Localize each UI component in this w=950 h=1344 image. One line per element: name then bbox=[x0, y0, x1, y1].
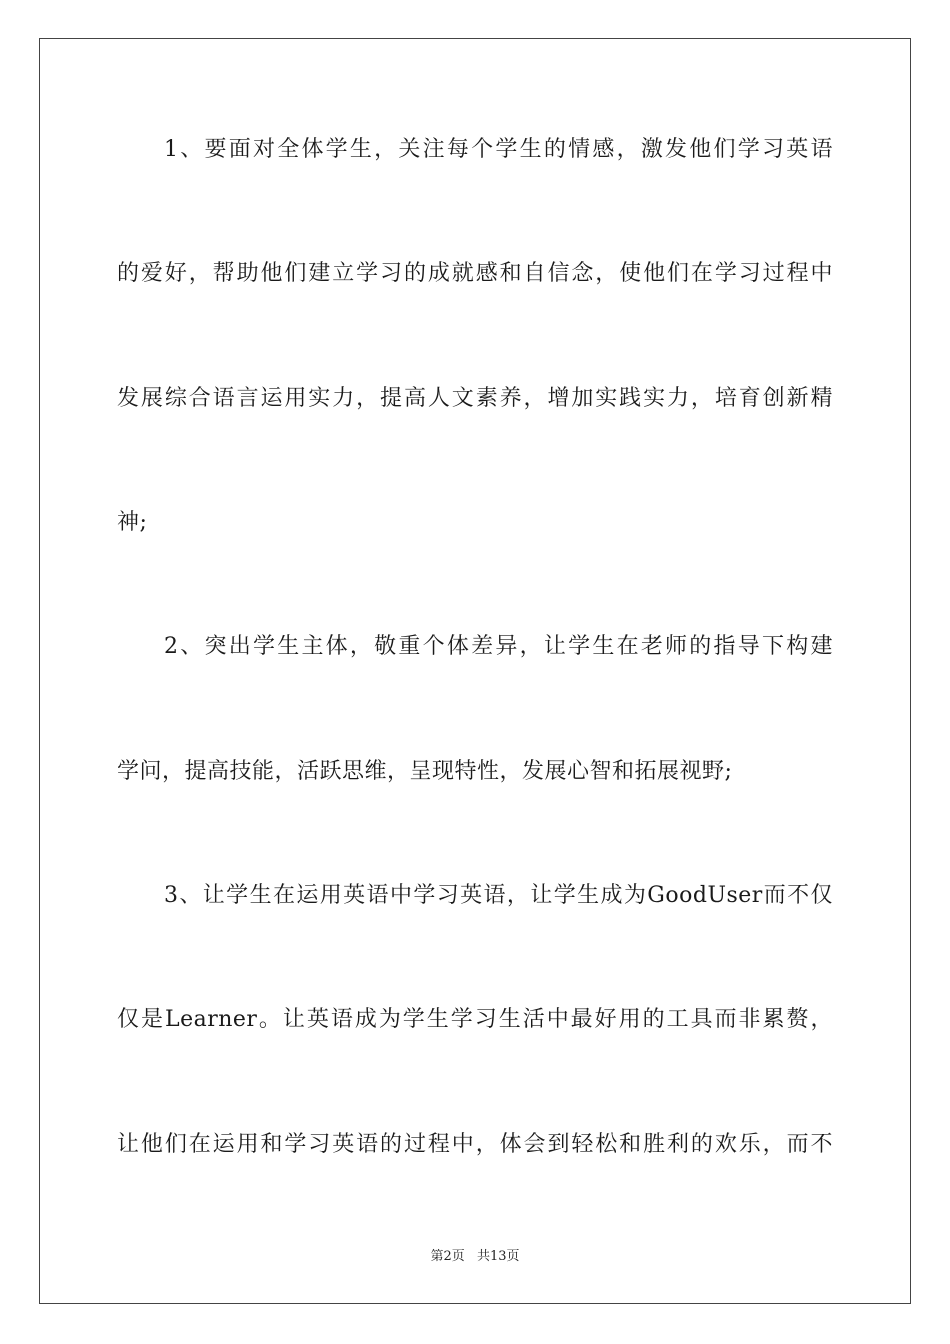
text-line-4: 神; bbox=[117, 510, 148, 535]
page-footer bbox=[0, 1248, 950, 1266]
text-line-7: 3、让学生在运用英语中学习英语，让学生成为GoodUser而不仅 bbox=[164, 883, 833, 908]
page-total: 共13页 bbox=[476, 1249, 520, 1264]
page-number: 第2页 bbox=[430, 1249, 465, 1264]
text-line-3: 发展综合语言运用实力，提高人文素养，增加实践实力，培育创新精 bbox=[117, 386, 833, 411]
text-line-6: 学问，提高技能，活跃思维，呈现特性，发展心智和拓展视野; bbox=[117, 759, 733, 784]
text-line-1: 1、要面对全体学生，关注每个学生的情感，激发他们学习英语 bbox=[164, 137, 833, 162]
text-line-5: 2、突出学生主体，敬重个体差异，让学生在老师的指导下构建 bbox=[164, 634, 833, 659]
text-line-2: 的爱好，帮助他们建立学习的成就感和自信念，使他们在学习过程中 bbox=[117, 261, 833, 286]
text-line-8: 仅是Learner。让英语成为学生学习生活中最好用的工具而非累赘， bbox=[117, 1007, 833, 1032]
page-border bbox=[39, 38, 911, 1304]
text-line-9: 让他们在运用和学习英语的过程中，体会到轻松和胜利的欢乐，而不 bbox=[117, 1132, 833, 1157]
